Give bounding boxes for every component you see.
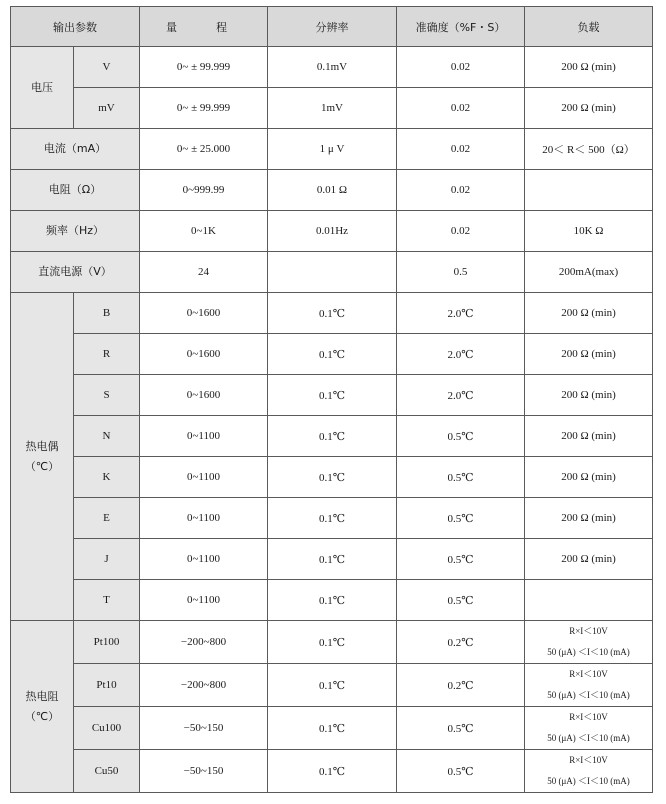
range-cell: 0~1600 xyxy=(140,334,268,375)
accuracy-cell: 0.02 xyxy=(397,211,525,252)
load-line-1: R×I＜10V xyxy=(569,669,608,679)
row-label-current: 电流（mA） xyxy=(11,129,140,170)
range-cell: −50~150 xyxy=(140,707,268,750)
range-cell: 0~ ± 25.000 xyxy=(140,129,268,170)
resolution-cell xyxy=(268,252,397,293)
accuracy-cell: 0.2℃ xyxy=(397,621,525,664)
resolution-cell: 0.1℃ xyxy=(268,707,397,750)
accuracy-cell: 2.0℃ xyxy=(397,334,525,375)
resolution-cell: 0.1℃ xyxy=(268,539,397,580)
load-cell: 200 Ω (min) xyxy=(525,498,653,539)
table-row xyxy=(11,621,653,664)
load-cell: 200 Ω (min) xyxy=(525,47,653,88)
table-row xyxy=(11,293,653,334)
load-cell: 20＜ R＜ 500（Ω） xyxy=(525,129,653,170)
sub-label: E xyxy=(74,498,140,539)
header-accuracy: 准确度（%F・S） xyxy=(397,7,525,47)
resolution-cell: 0.1mV xyxy=(268,47,397,88)
resolution-cell: 1mV xyxy=(268,88,397,129)
group-rtd xyxy=(11,621,74,793)
resolution-cell: 1 μ V xyxy=(268,129,397,170)
resolution-cell: 0.1℃ xyxy=(268,334,397,375)
table-row xyxy=(11,707,653,750)
resolution-cell: 0.1℃ xyxy=(268,293,397,334)
table-row xyxy=(11,580,653,621)
table-row xyxy=(11,211,653,252)
range-cell: −200~800 xyxy=(140,664,268,707)
group-rtd-label: 热电阻 xyxy=(25,689,59,703)
load-line-1: R×I＜10V xyxy=(569,712,608,722)
accuracy-cell: 0.02 xyxy=(397,88,525,129)
header-param: 输出参数 xyxy=(11,7,140,47)
sub-label: B xyxy=(74,293,140,334)
range-cell: 0~1600 xyxy=(140,293,268,334)
accuracy-cell: 0.5℃ xyxy=(397,707,525,750)
range-cell: 0~1100 xyxy=(140,539,268,580)
range-cell: 24 xyxy=(140,252,268,293)
table-row xyxy=(11,129,653,170)
accuracy-cell: 0.5 xyxy=(397,252,525,293)
table-row xyxy=(11,750,653,793)
resolution-cell: 0.1℃ xyxy=(268,457,397,498)
row-label-frequency: 频率（Hz） xyxy=(11,211,140,252)
range-cell: 0~ ± 99.999 xyxy=(140,88,268,129)
load-cell: 200 Ω (min) xyxy=(525,88,653,129)
header-row xyxy=(11,7,653,47)
accuracy-cell: 0.2℃ xyxy=(397,664,525,707)
sub-label: R xyxy=(74,334,140,375)
sub-label: T xyxy=(74,580,140,621)
resolution-cell: 0.1℃ xyxy=(268,621,397,664)
load-cell xyxy=(525,170,653,211)
load-cell: 200 Ω (min) xyxy=(525,539,653,580)
load-cell xyxy=(525,664,653,707)
sub-label: V xyxy=(74,47,140,88)
sub-label: N xyxy=(74,416,140,457)
load-line-1: R×I＜10V xyxy=(569,755,608,765)
table-row xyxy=(11,498,653,539)
load-cell: 200 Ω (min) xyxy=(525,334,653,375)
sub-label: Pt10 xyxy=(74,664,140,707)
group-thermocouple-unit: （℃） xyxy=(24,459,60,473)
header-range: 量 程 xyxy=(140,7,268,47)
load-cell xyxy=(525,621,653,664)
accuracy-cell: 0.5℃ xyxy=(397,416,525,457)
table-row xyxy=(11,375,653,416)
load-cell: 200 Ω (min) xyxy=(525,293,653,334)
table-row xyxy=(11,252,653,293)
accuracy-cell: 2.0℃ xyxy=(397,375,525,416)
group-thermocouple-label: 热电偶 xyxy=(25,439,59,453)
accuracy-cell: 0.5℃ xyxy=(397,457,525,498)
header-load: 负载 xyxy=(525,7,653,47)
accuracy-cell: 0.02 xyxy=(397,129,525,170)
range-cell: 0~1100 xyxy=(140,457,268,498)
resolution-cell: 0.1℃ xyxy=(268,375,397,416)
load-line-2: 50 (μA) ＜I＜10 (mA) xyxy=(547,733,630,743)
table-row xyxy=(11,170,653,211)
resolution-cell: 0.1℃ xyxy=(268,750,397,793)
header-resolution: 分辨率 xyxy=(268,7,397,47)
resolution-cell: 0.1℃ xyxy=(268,580,397,621)
range-cell: 0~1100 xyxy=(140,416,268,457)
range-cell: −200~800 xyxy=(140,621,268,664)
load-line-2: 50 (μA) ＜I＜10 (mA) xyxy=(547,776,630,786)
row-label-dc-supply: 直流电源（V） xyxy=(11,252,140,293)
load-line-1: R×I＜10V xyxy=(569,626,608,636)
load-cell: 200mA(max) xyxy=(525,252,653,293)
accuracy-cell: 0.02 xyxy=(397,47,525,88)
range-cell: 0~1100 xyxy=(140,498,268,539)
range-cell: 0~1100 xyxy=(140,580,268,621)
sub-label: Cu50 xyxy=(74,750,140,793)
table-row xyxy=(11,416,653,457)
group-thermocouple xyxy=(11,293,74,621)
sub-label: S xyxy=(74,375,140,416)
range-cell: −50~150 xyxy=(140,750,268,793)
accuracy-cell: 0.5℃ xyxy=(397,498,525,539)
range-cell: 0~1K xyxy=(140,211,268,252)
resolution-cell: 0.1℃ xyxy=(268,498,397,539)
load-cell: 200 Ω (min) xyxy=(525,375,653,416)
range-cell: 0~999.99 xyxy=(140,170,268,211)
resolution-cell: 0.1℃ xyxy=(268,416,397,457)
resolution-cell: 0.01Hz xyxy=(268,211,397,252)
table-row xyxy=(11,539,653,580)
resolution-cell: 0.1℃ xyxy=(268,664,397,707)
sub-label: K xyxy=(74,457,140,498)
load-line-2: 50 (μA) ＜I＜10 (mA) xyxy=(547,647,630,657)
spec-table xyxy=(10,6,653,793)
group-voltage: 电压 xyxy=(11,47,74,129)
load-cell xyxy=(525,580,653,621)
group-rtd-unit: （℃） xyxy=(24,709,60,723)
load-cell xyxy=(525,750,653,793)
sub-label: mV xyxy=(74,88,140,129)
load-cell: 10K Ω xyxy=(525,211,653,252)
table-row xyxy=(11,664,653,707)
load-cell xyxy=(525,707,653,750)
load-cell: 200 Ω (min) xyxy=(525,457,653,498)
accuracy-cell: 0.02 xyxy=(397,170,525,211)
table-row xyxy=(11,47,653,88)
sub-label: Pt100 xyxy=(74,621,140,664)
row-label-resistance: 电阻（Ω） xyxy=(11,170,140,211)
resolution-cell: 0.01 Ω xyxy=(268,170,397,211)
accuracy-cell: 0.5℃ xyxy=(397,750,525,793)
table-row xyxy=(11,334,653,375)
range-cell: 0~ ± 99.999 xyxy=(140,47,268,88)
sub-label: Cu100 xyxy=(74,707,140,750)
sub-label: J xyxy=(74,539,140,580)
range-cell: 0~1600 xyxy=(140,375,268,416)
accuracy-cell: 2.0℃ xyxy=(397,293,525,334)
accuracy-cell: 0.5℃ xyxy=(397,539,525,580)
table-row xyxy=(11,88,653,129)
table-row xyxy=(11,457,653,498)
load-line-2: 50 (μA) ＜I＜10 (mA) xyxy=(547,690,630,700)
load-cell: 200 Ω (min) xyxy=(525,416,653,457)
accuracy-cell: 0.5℃ xyxy=(397,580,525,621)
